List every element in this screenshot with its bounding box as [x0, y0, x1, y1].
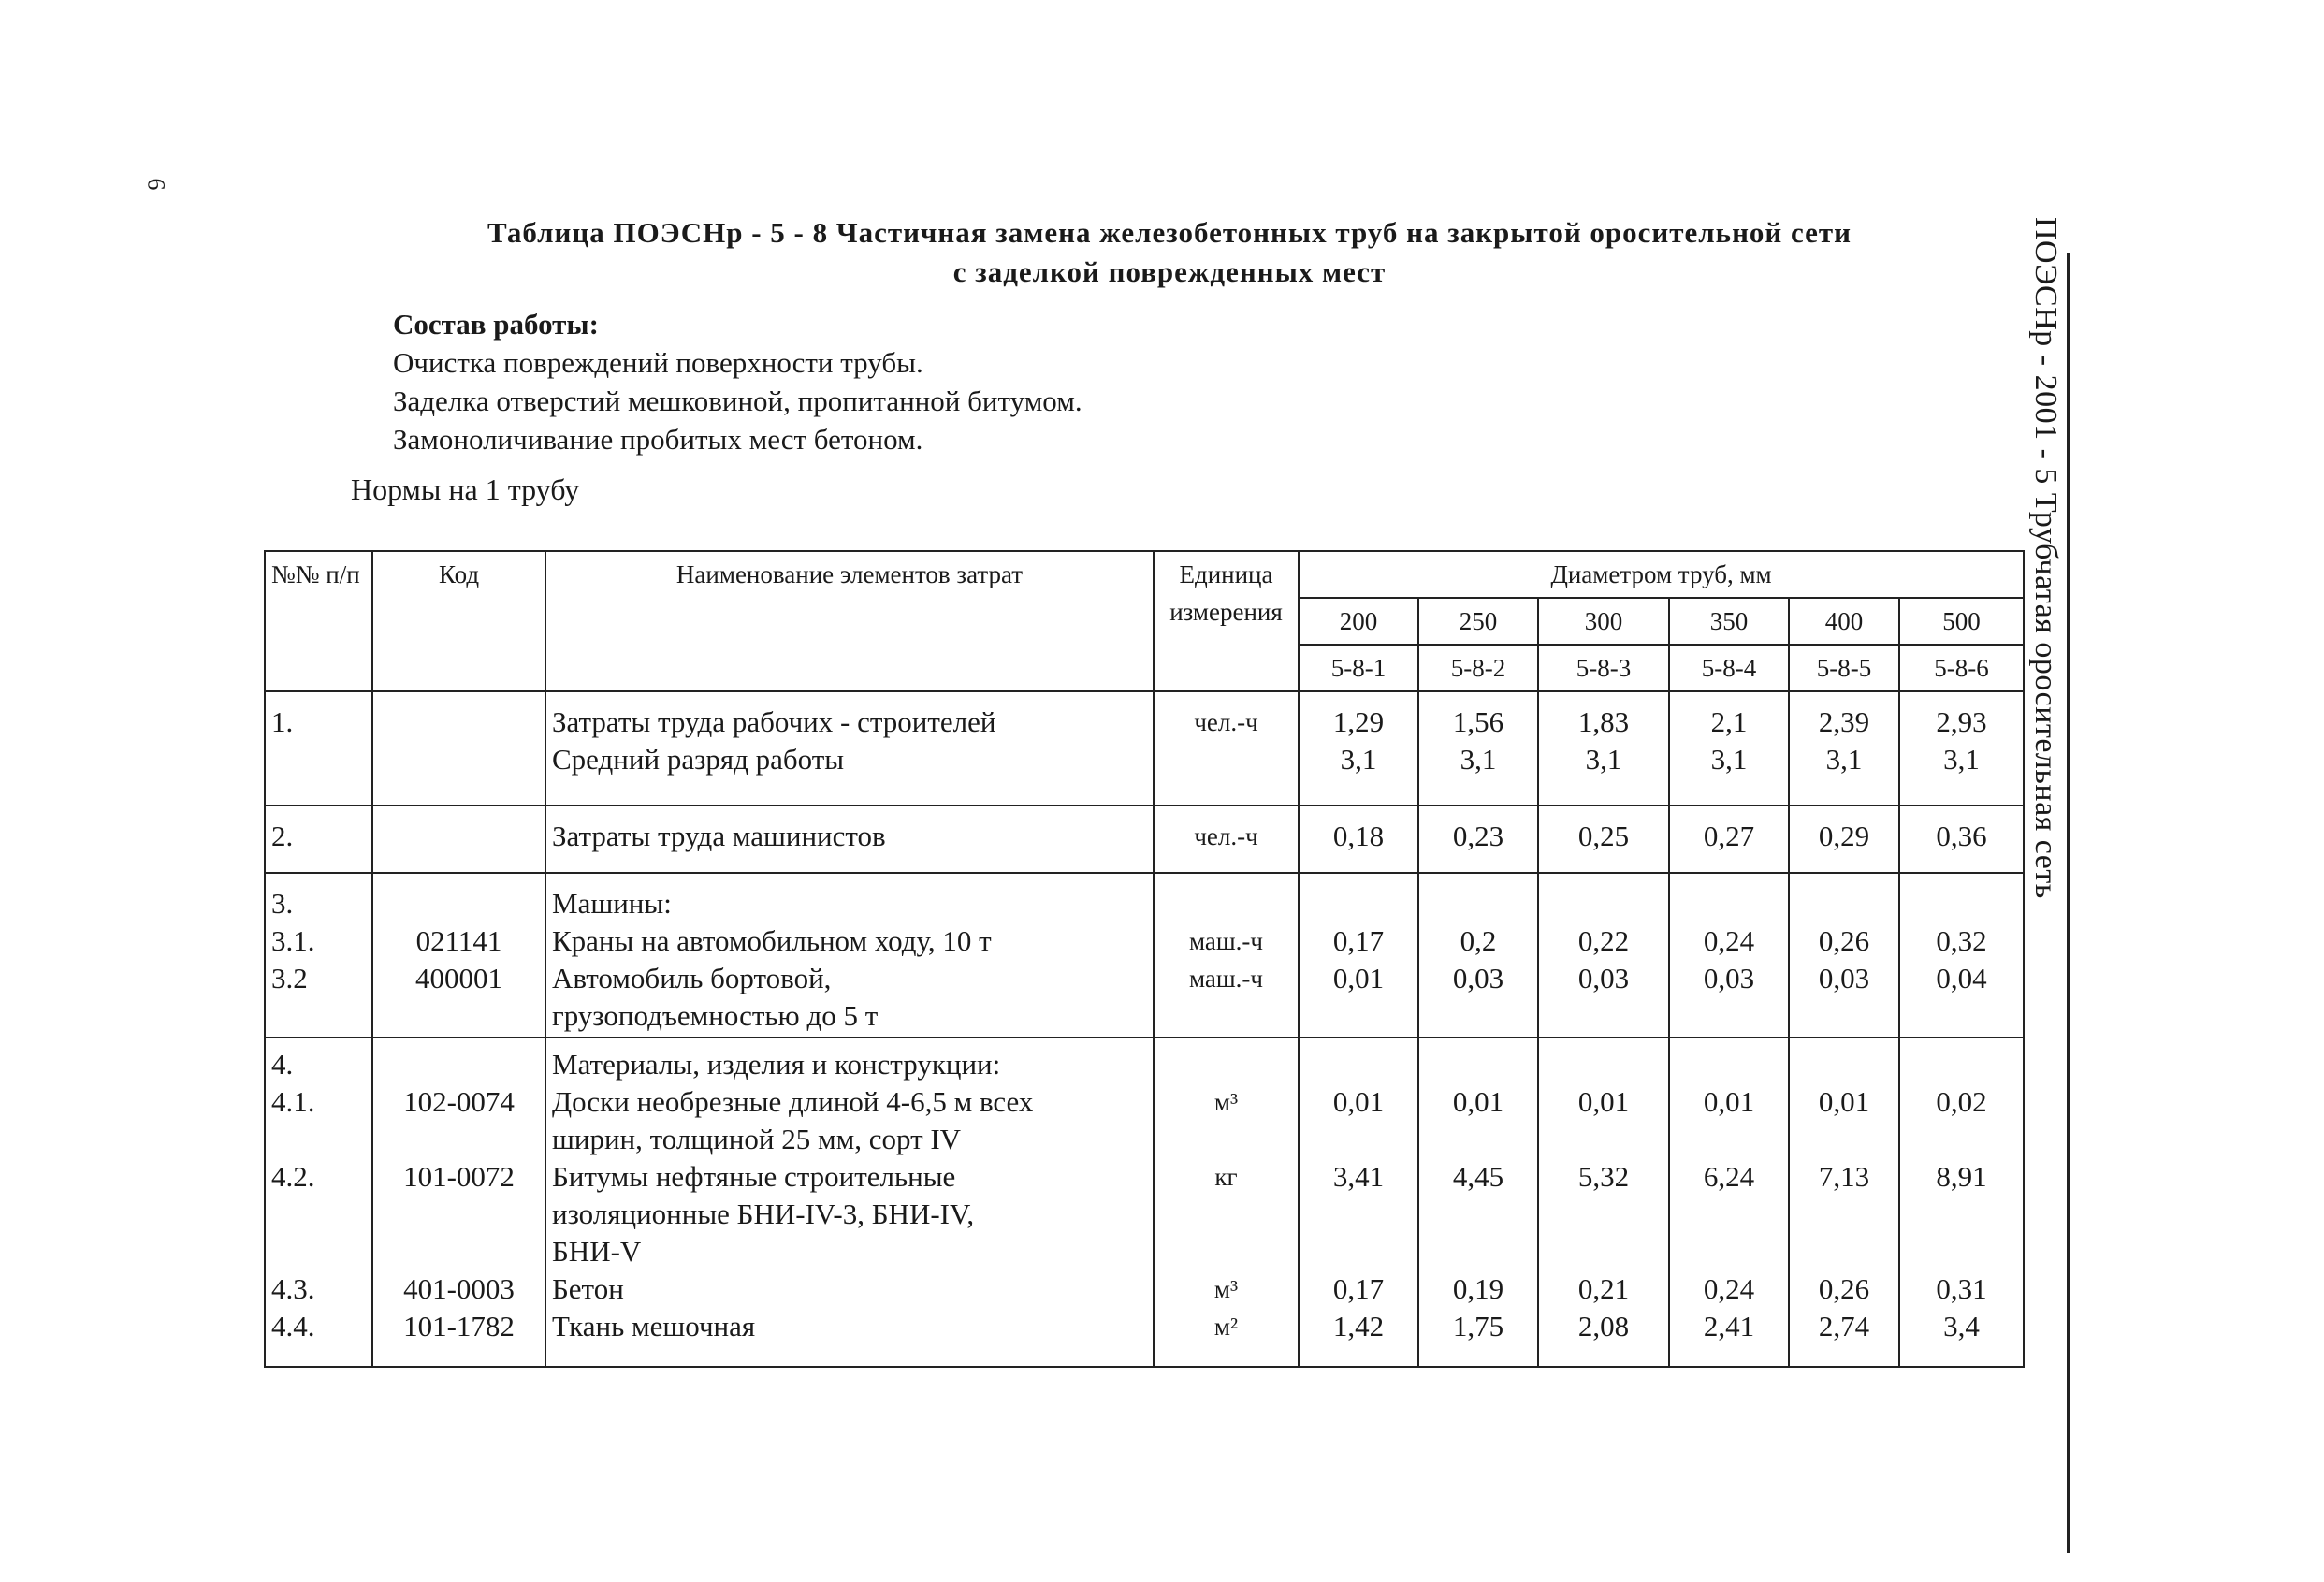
row-value-line: 0,27	[1703, 820, 1755, 852]
row-code-line	[379, 818, 539, 855]
row-value-line: 0,23	[1452, 820, 1504, 852]
row-number	[265, 691, 372, 806]
row-value-line	[1305, 885, 1412, 922]
row-value-line	[1305, 1233, 1412, 1270]
row-value-line: 0,22	[1577, 924, 1630, 957]
row-value-line: 2,74	[1818, 1310, 1870, 1343]
row-value-line: 1,42	[1332, 1310, 1385, 1343]
row-unit-line	[1160, 1233, 1292, 1270]
row-name-line: Бетон	[552, 1272, 624, 1305]
row-code-line	[379, 885, 539, 922]
row-value-line	[1676, 885, 1782, 922]
row-value-line: 2,39	[1818, 705, 1870, 738]
row-code	[372, 873, 545, 1038]
row-value-line	[1545, 1233, 1663, 1270]
header-diameter-value: 500	[1899, 598, 2024, 645]
row-value-line: 0,32	[1936, 924, 1987, 957]
row-value-line: 0,21	[1577, 1272, 1630, 1305]
row-code-line	[379, 1196, 539, 1233]
row-value-line: 0,17	[1332, 1272, 1385, 1305]
row-value-line: 4,45	[1452, 1160, 1504, 1193]
row-value-line: 0,31	[1936, 1272, 1987, 1305]
row-unit	[1154, 806, 1299, 873]
row-number-line: 3.	[271, 887, 294, 920]
row-name	[545, 806, 1154, 873]
row-value-line: 3,1	[1943, 743, 1980, 776]
row-name-line: Краны на автомобильном ходу, 10 т	[552, 924, 992, 957]
row-value	[1789, 691, 1899, 806]
header-norm-code: 5-8-1	[1299, 645, 1418, 691]
row-name-line: БНИ-V	[552, 1235, 642, 1268]
row-value-line	[1545, 1121, 1663, 1158]
row-value	[1299, 1038, 1418, 1367]
row-name	[545, 691, 1154, 806]
work-item: Заделка отверстий мешковиной, пропитанной битумом.	[393, 385, 1082, 417]
row-value	[1669, 873, 1789, 1038]
row-unit	[1154, 691, 1299, 806]
row-value-line	[1795, 885, 1893, 922]
row-value-line: 1,56	[1452, 705, 1504, 738]
row-value-line: 0,26	[1818, 1272, 1870, 1305]
side-caption: ПОЭСНр - 2001 - 5 Трубчатая оросительная сеть	[2028, 217, 2063, 899]
row-unit-line	[1160, 1046, 1292, 1083]
table-title-line-2: с заделкой поврежденных мест	[952, 255, 1387, 288]
table-row	[265, 1038, 2024, 1367]
row-name-line: грузоподъемностью до 5 т	[552, 999, 879, 1032]
row-number-line	[271, 1196, 366, 1233]
work-item: Замоноличивание пробитых мест бетоном.	[393, 423, 923, 456]
row-code	[372, 806, 545, 873]
row-value	[1418, 873, 1538, 1038]
row-value	[1538, 1038, 1669, 1367]
row-value-line: 0,01	[1703, 1085, 1755, 1118]
row-value	[1299, 806, 1418, 873]
row-number-line	[271, 1233, 366, 1270]
header-norm-code: 5-8-2	[1418, 645, 1538, 691]
row-value	[1669, 1038, 1789, 1367]
table-row	[265, 806, 2024, 873]
row-unit	[1154, 1038, 1299, 1367]
row-value-line: 6,24	[1703, 1160, 1755, 1193]
row-value	[1789, 806, 1899, 873]
row-value-line: 3,1	[1585, 743, 1622, 776]
row-code	[372, 1038, 545, 1367]
row-value-line: 0,24	[1703, 1272, 1755, 1305]
row-value-line: 0,01	[1577, 1085, 1630, 1118]
row-value-line	[1906, 1046, 2017, 1083]
row-value-line: 0,01	[1332, 962, 1385, 994]
row-value-line: 3,41	[1332, 1160, 1385, 1193]
row-value-line	[1906, 1233, 2017, 1270]
row-value	[1538, 691, 1669, 806]
row-number-line: 4.	[271, 1048, 294, 1081]
row-name-line: Автомобиль бортовой,	[552, 962, 832, 994]
row-value-line: 8,91	[1936, 1160, 1987, 1193]
row-number-line: 3.1.	[271, 924, 315, 957]
row-value	[1418, 1038, 1538, 1367]
row-name-line: Затраты труда машинистов	[552, 820, 886, 852]
table-row	[265, 691, 2024, 806]
row-code-line	[379, 704, 539, 741]
row-value-line: 2,41	[1703, 1310, 1755, 1343]
row-value-line: 1,29	[1332, 705, 1385, 738]
row-value-line: 1,83	[1577, 705, 1630, 738]
row-value	[1789, 1038, 1899, 1367]
row-number-line: 3.2	[271, 962, 308, 994]
row-value-line	[1795, 1046, 1893, 1083]
row-value-line: 2,08	[1577, 1310, 1630, 1343]
row-value-line	[1305, 1121, 1412, 1158]
row-value	[1899, 691, 2024, 806]
row-code-line: 021141	[415, 924, 502, 957]
row-value-line: 0,26	[1818, 924, 1870, 957]
row-value-line: 7,13	[1818, 1160, 1870, 1193]
row-value-line	[1795, 1121, 1893, 1158]
header-diameter-value: 400	[1789, 598, 1899, 645]
row-name-line: Машины:	[552, 887, 672, 920]
row-unit-line: маш.-ч	[1189, 965, 1263, 993]
row-value-line	[1906, 1196, 2017, 1233]
norms-table	[264, 550, 2025, 1368]
row-number-line: 4.2.	[271, 1160, 315, 1193]
row-code-line: 400001	[415, 962, 502, 994]
row-unit-line	[1160, 1121, 1292, 1158]
row-name-line: изоляционные БНИ-IV-3, БНИ-IV,	[552, 1197, 975, 1230]
header-unit: Единица измерения	[1154, 551, 1299, 691]
row-value-line	[1795, 1196, 1893, 1233]
header-norm-code: 5-8-4	[1669, 645, 1789, 691]
row-value-line	[1425, 1121, 1532, 1158]
row-name-line: Доски необрезные длиной 4-6,5 м всех	[552, 1085, 1034, 1118]
row-name	[545, 873, 1154, 1038]
row-value-line: 0,04	[1936, 962, 1987, 994]
header-no: №№ п/п	[265, 551, 372, 691]
row-name-line: Ткань мешочная	[552, 1310, 756, 1343]
row-code-line	[379, 1233, 539, 1270]
row-value	[1418, 806, 1538, 873]
row-code-line: 102-0074	[403, 1085, 515, 1118]
row-number	[265, 873, 372, 1038]
row-unit-line: м³	[1213, 1275, 1239, 1303]
row-value	[1789, 873, 1899, 1038]
row-value-line: 0,03	[1818, 962, 1870, 994]
header-norm-code: 5-8-3	[1538, 645, 1669, 691]
row-code-line: 401-0003	[403, 1272, 515, 1305]
header-diameter-value: 200	[1299, 598, 1418, 645]
row-value-line: 3,1	[1710, 743, 1748, 776]
header-code: Код	[372, 551, 545, 691]
row-value-line: 0,17	[1332, 924, 1385, 957]
row-value	[1899, 873, 2024, 1038]
row-unit	[1154, 873, 1299, 1038]
row-value-line: 1,75	[1452, 1310, 1504, 1343]
row-value-line: 5,32	[1577, 1160, 1630, 1193]
row-value-line: 0,2	[1460, 924, 1497, 957]
row-value-line	[1676, 1121, 1782, 1158]
row-value-line: 0,25	[1577, 820, 1630, 852]
row-value	[1899, 1038, 2024, 1367]
row-value-line	[1305, 1046, 1412, 1083]
side-divider	[2067, 253, 2070, 1553]
row-value-line: 3,1	[1340, 743, 1377, 776]
work-item: Очистка повреждений поверхности трубы.	[393, 346, 923, 379]
row-value-line	[1425, 1233, 1532, 1270]
row-value-line	[1906, 885, 2017, 922]
row-name-line: Затраты труда рабочих - строителей	[552, 705, 996, 738]
row-unit-line	[1160, 741, 1292, 778]
table-header-row	[265, 551, 2024, 598]
header-diameter-value: 250	[1418, 598, 1538, 645]
page-number: 6	[142, 178, 170, 191]
row-value-line: 3,1	[1460, 743, 1497, 776]
row-value-line	[1425, 1046, 1532, 1083]
table-title-line-1: Таблица ПОЭСНр - 5 - 8 Частичная замена железобетонных труб на закрытой оросительной сети	[487, 216, 1852, 249]
row-code-line	[379, 1046, 539, 1083]
header-norm-code: 5-8-5	[1789, 645, 1899, 691]
row-value-line: 0,01	[1452, 1085, 1504, 1118]
row-value-line	[1676, 1233, 1782, 1270]
row-number-line: 4.1.	[271, 1085, 315, 1118]
row-value	[1669, 691, 1789, 806]
row-value-line	[1425, 1196, 1532, 1233]
table-title	[402, 213, 1937, 292]
row-number-line: 1.	[271, 705, 294, 738]
row-unit-line: м²	[1213, 1313, 1239, 1341]
row-name	[545, 1038, 1154, 1367]
row-unit-line: чел.-ч	[1194, 708, 1258, 736]
row-value-line	[1676, 1196, 1782, 1233]
row-value-line	[1795, 1233, 1893, 1270]
row-number-line: 4.4.	[271, 1310, 315, 1343]
row-unit-line	[1160, 1196, 1292, 1233]
row-code-line: 101-1782	[403, 1310, 515, 1343]
header-name: Наименование элементов затрат	[545, 551, 1154, 691]
row-value-line: 0,02	[1936, 1085, 1987, 1118]
row-value-line	[1545, 1196, 1663, 1233]
row-value-line: 0,01	[1332, 1085, 1385, 1118]
row-value-line: 0,01	[1818, 1085, 1870, 1118]
row-value-line	[1305, 1196, 1412, 1233]
row-value	[1899, 806, 2024, 873]
row-code-line: 101-0072	[403, 1160, 515, 1193]
row-number	[265, 1038, 372, 1367]
row-value-line: 0,18	[1332, 820, 1385, 852]
row-value	[1299, 873, 1418, 1038]
row-value-line: 2,1	[1710, 705, 1748, 738]
row-code	[372, 691, 545, 806]
row-value-line	[1545, 1046, 1663, 1083]
row-value	[1538, 806, 1669, 873]
row-value-line: 0,36	[1936, 820, 1987, 852]
row-value	[1418, 691, 1538, 806]
header-diameter: Диаметром труб, мм	[1299, 551, 2024, 598]
norms-note: Нормы на 1 трубу	[351, 472, 580, 506]
row-number-line	[271, 1121, 366, 1158]
row-unit-line: чел.-ч	[1194, 822, 1258, 850]
row-number-line: 2.	[271, 820, 294, 852]
row-unit-line: кг	[1214, 1163, 1238, 1191]
work-composition-heading: Состав работы:	[393, 308, 599, 341]
row-value	[1669, 806, 1789, 873]
row-value-line	[1425, 885, 1532, 922]
row-name-line: Битумы нефтяные строительные	[552, 1160, 956, 1193]
row-name-line: Материалы, изделия и конструкции:	[552, 1048, 1001, 1081]
row-value-line	[1676, 1046, 1782, 1083]
table-row	[265, 873, 2024, 1038]
row-value-line: 3,1	[1825, 743, 1863, 776]
row-value-line: 0,03	[1703, 962, 1755, 994]
row-value	[1299, 691, 1418, 806]
row-number-line: 4.3.	[271, 1272, 315, 1305]
row-value-line: 0,03	[1452, 962, 1504, 994]
row-number	[265, 806, 372, 873]
row-value-line	[1906, 1121, 2017, 1158]
row-value-line: 0,19	[1452, 1272, 1504, 1305]
header-diameter-value: 300	[1538, 598, 1669, 645]
row-value	[1538, 873, 1669, 1038]
row-unit-line: маш.-ч	[1189, 927, 1263, 955]
work-composition	[393, 305, 1082, 458]
row-name-line: ширин, толщиной 25 мм, сорт IV	[552, 1123, 962, 1155]
header-diameter-value: 350	[1669, 598, 1789, 645]
header-norm-code: 5-8-6	[1899, 645, 2024, 691]
row-value-line: 2,93	[1936, 705, 1987, 738]
row-code-line	[379, 1121, 539, 1158]
row-value-line: 0,03	[1577, 962, 1630, 994]
row-name-line: Средний разряд работы	[552, 743, 845, 776]
row-value-line: 0,29	[1818, 820, 1870, 852]
row-unit-line	[1160, 885, 1292, 922]
row-value-line	[1545, 885, 1663, 922]
row-unit-line: м³	[1213, 1088, 1239, 1116]
row-value-line: 0,24	[1703, 924, 1755, 957]
row-value-line: 3,4	[1943, 1310, 1980, 1343]
